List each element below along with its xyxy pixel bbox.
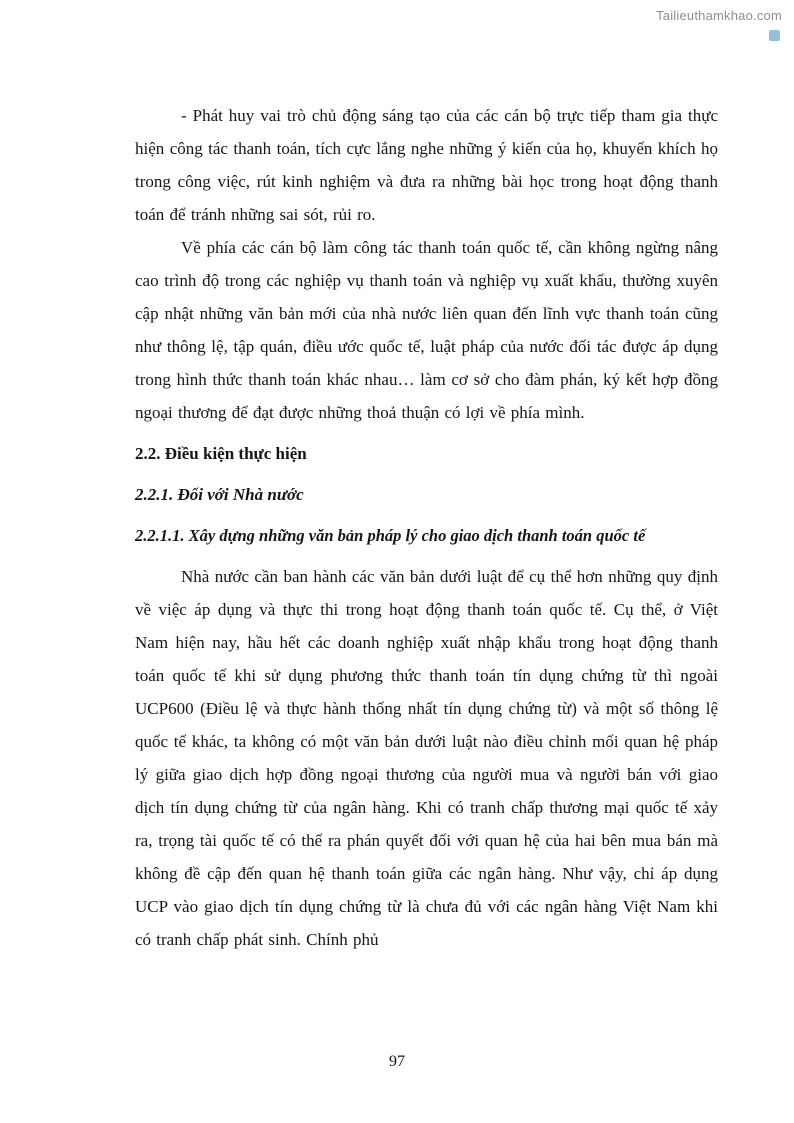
- document-content: [135, 99, 718, 956]
- subsubsection-heading-2-2-1-1: 2.2.1.1. Xây dựng những văn bản pháp lý cho giao dịch thanh toán quốc tế: [135, 526, 646, 545]
- watermark-icon: [769, 30, 780, 41]
- paragraph-staff-initiative: - Phát huy vai trò chủ động sáng tạo của các cán bộ trực tiếp tham gia thực hiện công tác thanh toán, tích cực lắng nghe những ý kiến của họ, khuyến khích họ trong công việc, rút kinh nghiệm và đưa ra những bài học trong hoạt động thanh toán để tránh những sai sót, rủi ro.: [135, 106, 718, 224]
- paragraph-legal-framework: Nhà nước cần ban hành các văn bản dưới luật để cụ thể hơn những quy định về việc áp dụng và thực thi trong hoạt động thanh toán quốc tế. Cụ thể, ở Việt Nam hiện nay, hầu hết các doanh nghiệp xuất nhập khẩu trong hoạt động thanh toán quốc tế khi sử dụng phương thức thanh toán tín dụng chứng từ thì ngoài UCP600 (Điều lệ và thực hành thống nhất tín dụng chứng từ) và một số thông lệ quốc tế khác, ta không có một văn bản dưới luật nào điều chỉnh mối quan hệ pháp lý giữa giao dịch hợp đồng ngoại thương của người mua và người bán với giao dịch tín dụng chứng từ của ngân hàng. Khi có tranh chấp thương mại quốc tế xảy ra, trọng tài quốc tế có thể ra phán quyết đối với quan hệ của hai bên mua bán mà không đề cập đến quan hệ thanh toán giữa các ngân hàng. Như vậy, chỉ áp dụng UCP vào giao dịch tín dụng chứng từ là chưa đủ với các ngân hàng Việt Nam khi có tranh chấp phát sinh. Chính phủ: [135, 567, 718, 949]
- page-number: 97: [389, 1053, 405, 1070]
- paragraph-payment-officers: Về phía các cán bộ làm công tác thanh toán quốc tế, cần không ngừng nâng cao trình độ trong các nghiệp vụ thanh toán và nghiệp vụ xuất khẩu, thường xuyên cập nhật những văn bản mới của nhà nước liên quan đến lĩnh vực thanh toán cũng như thông lệ, tập quán, điều ước quốc tế, luật pháp của nước đối tác được áp dụng trong hình thức thanh toán khác nhau… làm cơ sở cho đàm phán, ký kết hợp đồng ngoại thương để đạt được những thoả thuận có lợi về phía mình.: [135, 238, 718, 422]
- section-heading-2-2: 2.2. Điều kiện thực hiện: [135, 444, 307, 463]
- watermark-text: Tailieuthamkhao.com: [656, 8, 782, 23]
- subsection-heading-2-2-1: 2.2.1. Đối với Nhà nước: [135, 485, 304, 504]
